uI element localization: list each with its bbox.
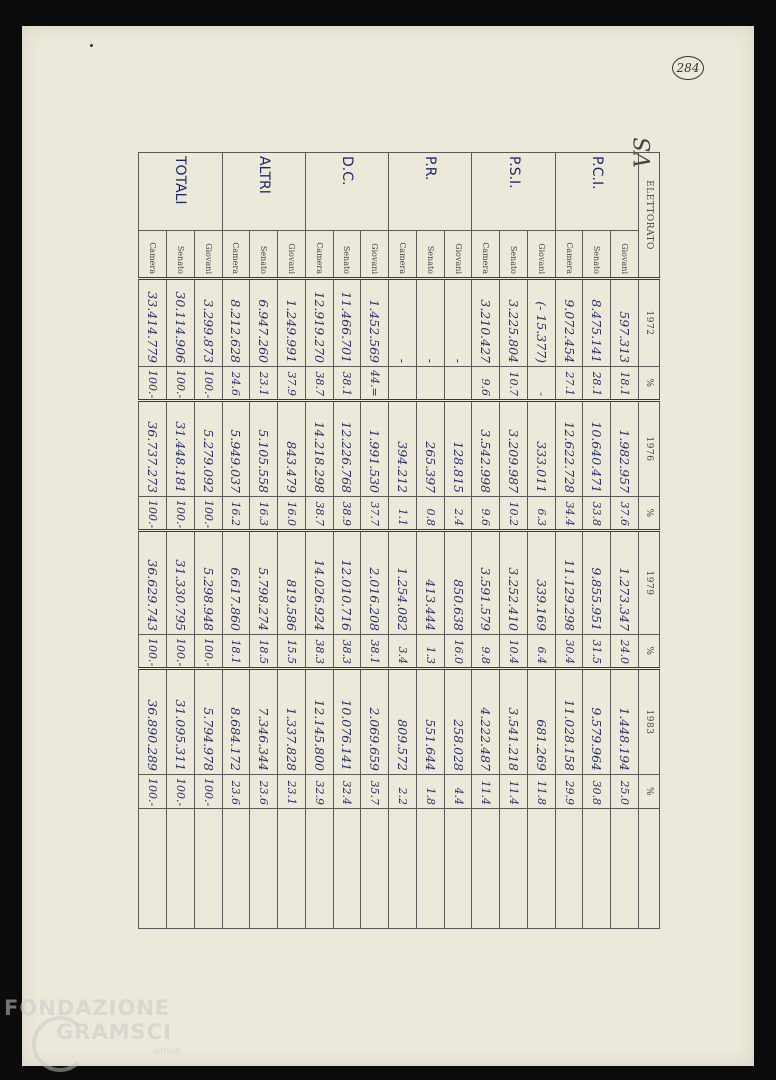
ink-dot — [90, 44, 93, 47]
votes-cell: 333.011 — [527, 401, 555, 497]
table-row — [527, 153, 555, 929]
votes-cell: 850.638 — [444, 531, 472, 635]
percent-cell: 100.- — [166, 635, 194, 669]
votes-cell: 681.269 — [527, 669, 555, 775]
votes-cell: - — [444, 279, 472, 367]
votes-cell: 1.254.082 — [389, 531, 417, 635]
percent-cell — [416, 367, 444, 401]
percent-cell: 34.4 — [555, 497, 583, 531]
percent-cell: 16.2 — [222, 497, 250, 531]
votes-cell: 5.798.274 — [250, 531, 278, 635]
elettorato-type: Giovani — [194, 231, 222, 279]
elettorato-type: Giovani — [611, 231, 639, 279]
percent-cell: 18.5 — [250, 635, 278, 669]
table-row — [250, 153, 278, 929]
empty-cell — [361, 809, 389, 929]
table-row — [139, 153, 167, 929]
votes-cell: 3.225.804 — [500, 279, 528, 367]
percent-cell: 37.9 — [278, 367, 306, 401]
percent-cell: 1.1 — [389, 497, 417, 531]
votes-cell: 12.226.768 — [333, 401, 361, 497]
empty-cell — [555, 809, 583, 929]
header-pct-1979: % — [639, 635, 660, 669]
percent-cell: 10.4 — [500, 635, 528, 669]
table-row — [333, 153, 361, 929]
votes-cell: 5.298.948 — [194, 531, 222, 635]
votes-cell: 3.299.873 — [194, 279, 222, 367]
empty-cell — [444, 809, 472, 929]
percent-cell: 16.0 — [444, 635, 472, 669]
votes-cell: 1.273.347 — [611, 531, 639, 635]
votes-cell: 14.218.298 — [305, 401, 333, 497]
empty-cell — [222, 809, 250, 929]
handwritten-initials: VS — [630, 137, 656, 168]
percent-cell: 10.2 — [500, 497, 528, 531]
percent-cell: 100.- — [139, 367, 167, 401]
elettorato-type: Giovani — [278, 231, 306, 279]
header-pct-1972: % — [639, 367, 660, 401]
votes-cell: 31.095.311 — [166, 669, 194, 775]
percent-cell: 1.8 — [416, 775, 444, 809]
table-row — [389, 153, 417, 929]
percent-cell: 100.- — [194, 775, 222, 809]
votes-cell: 843.479 — [278, 401, 306, 497]
votes-cell: 3.542.998 — [472, 401, 500, 497]
votes-cell: 8.684.172 — [222, 669, 250, 775]
header-pct-1976: % — [639, 497, 660, 531]
percent-cell: 18.1 — [222, 635, 250, 669]
percent-cell: 2.4 — [444, 497, 472, 531]
percent-cell: 3.4 — [389, 635, 417, 669]
table-row — [361, 153, 389, 929]
empty-cell — [583, 809, 611, 929]
votes-cell: 2.069.659 — [361, 669, 389, 775]
votes-cell: 339.169 — [527, 531, 555, 635]
votes-cell: 265.397 — [416, 401, 444, 497]
empty-cell — [527, 809, 555, 929]
watermark-suffix: onlus — [154, 1046, 181, 1057]
votes-cell: 9.072.454 — [555, 279, 583, 367]
votes-cell: 31.330.795 — [166, 531, 194, 635]
header-year-1976: 1976 — [639, 401, 660, 497]
percent-cell: 24.6 — [222, 367, 250, 401]
fondazione-gramsci-watermark — [4, 996, 181, 1057]
percent-cell: 6.4 — [527, 635, 555, 669]
header-elettorato: ELETTORATO — [639, 153, 660, 279]
votes-cell: 597.313 — [611, 279, 639, 367]
votes-cell: 6.617.860 — [222, 531, 250, 635]
percent-cell: 100.- — [194, 635, 222, 669]
percent-cell: 30.8 — [583, 775, 611, 809]
elettorato-type: Camera — [555, 231, 583, 279]
votes-cell: 7.346.344 — [250, 669, 278, 775]
percent-cell: 37.7 — [361, 497, 389, 531]
percent-cell: 23.1 — [250, 367, 278, 401]
empty-cell — [611, 809, 639, 929]
empty-cell — [166, 809, 194, 929]
percent-cell: 100.- — [139, 497, 167, 531]
percent-cell: 11.4 — [500, 775, 528, 809]
elettorato-type: Camera — [389, 231, 417, 279]
percent-cell: 1.3 — [416, 635, 444, 669]
votes-cell: 3.252.410 — [500, 531, 528, 635]
header-empty — [639, 809, 660, 929]
table-row — [166, 153, 194, 929]
votes-cell: 5.279.092 — [194, 401, 222, 497]
empty-cell — [500, 809, 528, 929]
percent-cell: 9.6 — [472, 497, 500, 531]
percent-cell: 100.- — [194, 497, 222, 531]
rotated-table-wrapper — [138, 152, 660, 928]
party-name: P.S.I. — [472, 153, 555, 231]
percent-cell: 100.- — [194, 367, 222, 401]
percent-cell: 4.4 — [444, 775, 472, 809]
percent-cell: 15.5 — [278, 635, 306, 669]
elettorato-type: Camera — [139, 231, 167, 279]
percent-cell: 32.9 — [305, 775, 333, 809]
votes-cell: 33.414.779 — [139, 279, 167, 367]
percent-cell: 9.6 — [472, 367, 500, 401]
empty-cell — [305, 809, 333, 929]
table-row — [500, 153, 528, 929]
percent-cell: 0.8 — [416, 497, 444, 531]
elettorato-type: Giovani — [444, 231, 472, 279]
votes-cell: (- 15.377) — [527, 279, 555, 367]
votes-cell: 12.010.716 — [333, 531, 361, 635]
elettorato-type: Senato — [416, 231, 444, 279]
empty-cell — [139, 809, 167, 929]
percent-cell: 37.6 — [611, 497, 639, 531]
votes-cell: 14.026.924 — [305, 531, 333, 635]
votes-cell: 8.475.141 — [583, 279, 611, 367]
percent-cell: 16.3 — [250, 497, 278, 531]
percent-cell: 38.9 — [333, 497, 361, 531]
votes-cell: 5.105.558 — [250, 401, 278, 497]
percent-cell: 35.7 — [361, 775, 389, 809]
votes-cell: 3.210.427 — [472, 279, 500, 367]
percent-cell: - — [527, 367, 555, 401]
percent-cell: 30.4 — [555, 635, 583, 669]
percent-cell: 100.- — [166, 775, 194, 809]
votes-cell: 819.586 — [278, 531, 306, 635]
election-results-table — [138, 152, 660, 929]
party-name: P.C.I. — [555, 153, 638, 231]
percent-cell: 18.1 — [611, 367, 639, 401]
table-row — [222, 153, 250, 929]
table-body — [139, 153, 639, 929]
elettorato-type: Senato — [500, 231, 528, 279]
votes-cell: 10.076.141 — [333, 669, 361, 775]
votes-cell: 12.919.270 — [305, 279, 333, 367]
table-row — [555, 153, 583, 929]
percent-cell: 9.8 — [472, 635, 500, 669]
elettorato-type: Senato — [166, 231, 194, 279]
votes-cell: 3.591.579 — [472, 531, 500, 635]
votes-cell: 551.644 — [416, 669, 444, 775]
percent-cell: 44.= — [361, 367, 389, 401]
empty-cell — [389, 809, 417, 929]
percent-cell: 38.3 — [333, 635, 361, 669]
table-row — [194, 153, 222, 929]
percent-cell: 38.1 — [333, 367, 361, 401]
percent-cell: 23.1 — [278, 775, 306, 809]
votes-cell: 11.466.701 — [333, 279, 361, 367]
party-name: ALTRI — [222, 153, 305, 231]
percent-cell: 33.8 — [583, 497, 611, 531]
votes-cell: 3.209.987 — [500, 401, 528, 497]
percent-cell: 11.8 — [527, 775, 555, 809]
table-row — [583, 153, 611, 929]
votes-cell: 1.448.194 — [611, 669, 639, 775]
party-name: P.R. — [389, 153, 472, 231]
elettorato-type: Senato — [250, 231, 278, 279]
percent-cell: 38.7 — [305, 497, 333, 531]
votes-cell: 36.890.289 — [139, 669, 167, 775]
percent-cell: 31.5 — [583, 635, 611, 669]
empty-cell — [250, 809, 278, 929]
votes-cell: 5.794.978 — [194, 669, 222, 775]
percent-cell: 23.6 — [222, 775, 250, 809]
table-row — [444, 153, 472, 929]
table-row — [416, 153, 444, 929]
percent-cell: 38.7 — [305, 367, 333, 401]
watermark-line2: GRAMSCI — [56, 1020, 172, 1044]
percent-cell: 6.3 — [527, 497, 555, 531]
votes-cell: 1.249.991 — [278, 279, 306, 367]
percent-cell: 28.1 — [583, 367, 611, 401]
votes-cell: 128.815 — [444, 401, 472, 497]
votes-cell: 1.982.957 — [611, 401, 639, 497]
votes-cell: 36.737.273 — [139, 401, 167, 497]
votes-cell: - — [389, 279, 417, 367]
elettorato-type: Giovani — [527, 231, 555, 279]
votes-cell: 11.129.298 — [555, 531, 583, 635]
votes-cell: 1.452.569 — [361, 279, 389, 367]
votes-cell: 9.855.951 — [583, 531, 611, 635]
votes-cell: 10.640.471 — [583, 401, 611, 497]
empty-cell — [194, 809, 222, 929]
header-year-1972: 1972 — [639, 279, 660, 367]
percent-cell: 23.6 — [250, 775, 278, 809]
votes-cell: 12.145.800 — [305, 669, 333, 775]
header-pct-1983: % — [639, 775, 660, 809]
votes-cell: 11.028.158 — [555, 669, 583, 775]
votes-cell: 12.622.728 — [555, 401, 583, 497]
watermark-line1: FONDAZIONE — [4, 996, 171, 1020]
elettorato-type: Camera — [472, 231, 500, 279]
votes-cell: 31.448.181 — [166, 401, 194, 497]
table-row — [472, 153, 500, 929]
percent-cell: 38.1 — [361, 635, 389, 669]
empty-cell — [416, 809, 444, 929]
percent-cell — [389, 367, 417, 401]
votes-cell: 6.947.260 — [250, 279, 278, 367]
elettorato-type: Senato — [583, 231, 611, 279]
percent-cell: 100.- — [166, 497, 194, 531]
votes-cell: 36.629.743 — [139, 531, 167, 635]
votes-cell: 3.541.218 — [500, 669, 528, 775]
elettorato-type: Camera — [222, 231, 250, 279]
percent-cell: 100.- — [139, 775, 167, 809]
votes-cell: 809.572 — [389, 669, 417, 775]
percent-cell: 24.0 — [611, 635, 639, 669]
votes-cell: 30.114.906 — [166, 279, 194, 367]
votes-cell: 9.579.964 — [583, 669, 611, 775]
votes-cell: - — [416, 279, 444, 367]
percent-cell: 16.0 — [278, 497, 306, 531]
votes-cell: 1.991.530 — [361, 401, 389, 497]
empty-cell — [472, 809, 500, 929]
page-number-stamp: 284 — [672, 56, 704, 80]
percent-cell: 2.2 — [389, 775, 417, 809]
table-row — [611, 153, 639, 929]
percent-cell: 38.3 — [305, 635, 333, 669]
header-year-1983: 1983 — [639, 669, 660, 775]
percent-cell: 100.- — [139, 635, 167, 669]
header-year-1979: 1979 — [639, 531, 660, 635]
elettorato-type: Giovani — [361, 231, 389, 279]
percent-cell: 11.4 — [472, 775, 500, 809]
table-row — [278, 153, 306, 929]
party-name: TOTALI — [139, 153, 223, 231]
elettorato-type: Senato — [333, 231, 361, 279]
empty-cell — [333, 809, 361, 929]
votes-cell: 1.337.828 — [278, 669, 306, 775]
party-name: D.C. — [305, 153, 388, 231]
votes-cell: 4.222.487 — [472, 669, 500, 775]
percent-cell: 32.4 — [333, 775, 361, 809]
table-row — [305, 153, 333, 929]
elettorato-type: Camera — [305, 231, 333, 279]
votes-cell: 413.444 — [416, 531, 444, 635]
percent-cell — [444, 367, 472, 401]
percent-cell: 10.7 — [500, 367, 528, 401]
votes-cell: 258.028 — [444, 669, 472, 775]
votes-cell: 394.212 — [389, 401, 417, 497]
votes-cell: 5.949.037 — [222, 401, 250, 497]
percent-cell: 27.1 — [555, 367, 583, 401]
votes-cell: 2.016.208 — [361, 531, 389, 635]
percent-cell: 29.9 — [555, 775, 583, 809]
percent-cell: 25.0 — [611, 775, 639, 809]
percent-cell: 100.- — [166, 367, 194, 401]
votes-cell: 8.212.628 — [222, 279, 250, 367]
empty-cell — [278, 809, 306, 929]
